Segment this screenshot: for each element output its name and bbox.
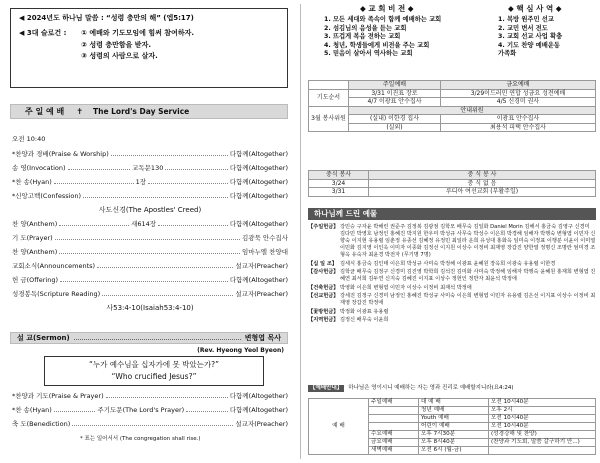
slogan-item: ③ 성령의 사람으로 살자. [81,52,158,61]
schedule-cell: 청년 예배 [419,407,489,415]
meal-cell: 3/31 [309,188,369,197]
schedule-cell: 오전 10시40분 [489,423,596,431]
schedule-cell: 수요예배 [369,431,419,439]
service-title-bar [10,104,288,119]
order-item: *신앙고백(Confession) 다함께(Altogether) [12,192,288,200]
duty-cell: 최용석 피택 안수집사 [440,123,595,132]
schedule-cell [489,447,596,455]
duty-head: 금요예배 [440,81,595,90]
notice-label: 【예배안내】 [310,385,343,391]
order-item: 찬 양(Anthem) 새614장 다함께(Altogether) [12,220,288,228]
duty-row-label: 기도순서 [309,89,349,106]
meal-cell: 3/24 [309,179,369,188]
vision-item: 4. 청년, 학생들에게 비전을 주는 교회 [324,41,430,49]
offering-header: 하나님께 드린 예물 [308,208,596,220]
meal-head: 중식 봉사 [309,171,369,180]
vision-item: 3. 뜨겁게 복음 전하는 교회 [324,33,401,40]
duty-cell: 4/7 이광표 안수집사 [349,98,441,107]
mission-list [498,16,562,59]
offering-row: 【선교헌금】 강세진 김정구 신경미 남정인 홍혜진 박성규 사미숙 이은희 변형엽 이민자 유용렬 김은선 이지표 이상수 이정비 최재영 장갑진 박정애 [308,293,596,307]
duty-cell: (실내) 이한경 집사 [349,115,441,124]
order-item: *찬 송(Hyan) 1장 다함께(Altogether) [12,178,288,186]
schedule-cell: 어린이 예배 [419,423,489,431]
theme-line: ◀ 2024년도 하나님 말씀 : “성령 충만의 해” (엡5:17) [19,14,194,22]
schedule-cell: 오후 7시30분 [419,431,489,439]
duty-cell: 3/31 이진표 장로 [349,89,441,98]
order-closing [12,392,288,434]
schedule-cell: 주일예배 [369,399,419,407]
vision-item: 2. 섬김님의 음성을 듣는 교회 [324,24,407,32]
sermon-preacher-en: (Rev. Hyeong Yeol Byeon) [197,347,284,354]
schedule-cell [369,423,419,431]
vision-item: 5. 믿음이 살아서 역사하는 교회 [324,50,413,57]
order-item: 헌 금(Offering) 다함께(Altogether) [12,276,288,284]
left-column [0,0,298,463]
right-column [304,0,598,463]
offering-row: 【건축헌금】 박영화 이은희 변형엽 이민자 이상수 이정비 최재석 박정애 [308,284,472,291]
vision-item: 1. 모든 세대와 족속이 함께 예배하는 교회 [324,16,442,23]
schedule-cell: 오전 10시40분 [489,415,596,423]
order-item: 기 도(Prayer) 김광묵 안수집사 [12,234,288,242]
column-divider [300,4,301,459]
sermon-label: 설 교(Sermon) [17,333,70,342]
order-item: *찬양과 경배(Praise & Worship) 다함께(Altogether) [12,150,288,158]
order-item: 교회소식(Announcements) 설교자(Preacher) [12,262,288,270]
meal-cell: 중 식 없 음 [369,179,596,188]
duty-cell: 3/29이드러민 연합 성금요 성전예배 [440,89,595,98]
creed-line: 사도신경(The Apostles' Creed) [98,206,202,214]
sermon-bar [10,332,288,344]
offering-row: 【꽃방헌금】 박정화 이광표 유용렬 [308,308,389,315]
meal-head: 중 식 봉 사 [369,171,596,180]
slogans [19,29,279,64]
standing-note: * 표는 일어서서 (The congregation shall rise.) [80,436,201,442]
theme-box [10,8,288,88]
schedule-cell [369,415,419,423]
schedule-cell: Youth 예배 [419,415,489,423]
service-title-en: The Lord's Day Service [92,106,190,116]
schedule-cell: (성경강해 및 찬양) [489,431,596,439]
offering-row: 【감사헌금】 김학균 배무숙 김정구 신경미 김진영 박학희 김석진 김미화 사미숙 박정해 임해자 박행숙 윤혜원 홍재희 변형엽 진혜연 최서희 김두연 신지숙 김혜진 이지표 이상수 정헌인 정반자 최윤석 박정애 [308,269,596,283]
slogan-item: ② 성령 충만함을 받자. [81,40,151,49]
order-item: *찬양과 기도(Praise & Prayer) 다함께(Altogether) [12,392,288,400]
order-item: 찬 양(Anthem) 임마누엘 찬양대 [12,248,288,256]
mission-item: 4. 기도 찬양 예배운동 [498,41,561,49]
offering-row: 【십 일 조】 김세식 홍금숙 김인태 이은희 박성규 사미숙 박정해 이광표 윤혜원 장옥희 이광숙 유용렬 이한경 [308,260,556,267]
notice-text: 하나님은 영이시니 예배하는 자는 영과 진리로 예배할지니라(요4:24) [348,385,514,391]
schedule-cell: 대 예 배 [419,399,489,407]
schedule-cell: 오후 2시 [489,407,596,415]
sermon-title-ko: “누가 예수님을 십자가에 못 박았는가?” [89,360,219,369]
order-item: 송 영(Invocation) 교독문130 다함께(Altogether) [12,164,288,172]
vision-header: ◆ 교 회 비 전 ◆ [360,4,414,13]
mission-item: 가족화 [498,50,517,57]
mission-header: ◆ 핵 심 사 역 ◆ [508,4,562,13]
duty-cell: 4/5 신경미 권사 [440,98,595,107]
meal-table [308,170,596,197]
scripture-line: 사53:4-10(Isaiah53:4-10) [106,304,194,312]
duty-table [308,80,596,132]
duty-subhead: 안내위원 [349,106,596,115]
offering-row: 【주일헌금】 강민승 구자윤 박해린 권준주 김정복 김광점 김학모 배무숙 김일화 Daniel Morin 김해서 홍금숙 김영구 신경미 김다민 박영호 남정인 홍혜진 박지원 한우미 박성규 사무숙 박성수 이은희 박경해 임해자 박행숙 변형엽 이민자 신향숙 이지현 유용렬 임춘정 유종선 김혜정 유정민 최일라 운희 유성대 홍화옥 임미숙 이정표 이행분 이윤이 이미열 이민화 김지영 이인옥 이미자 이종화 김정선 이지원 이상수 이정비 최재영 장갑진 양한열 정명신 조명란 엄미경 조형옥 유숙자 최윤경 박전자 (무기명 7명) [308,224,596,259]
cross-icon: ✝ [76,106,83,116]
worship-notice [308,385,596,392]
mission-item: 2. 교민 변서 전도 [498,24,548,32]
duty-head: 주일예배 [349,81,441,90]
mission-item: 1. 복방 원주민 선교 [498,16,554,23]
offering-row: 【지역헌금】 김정신 배무숙 이윤희 [308,317,389,324]
meal-cell: 루디아 여선교회 (부활주일) [369,188,596,197]
slogan-item: ① 예배와 기도모임에 힘써 참여하자. [81,28,195,37]
schedule-table [308,398,596,455]
duty-cell: (실외) [349,123,441,132]
duty-row-label: 3월 봉사위원 [309,106,349,132]
schedule-cell: 오전 6시 (월-금) [419,447,489,455]
offering-list [308,224,596,326]
order-item: 성경봉독(Scripture Reading) 설교자(Preacher) [12,290,288,298]
schedule-cell: 오전 10시40분 [489,399,596,407]
order-item: *찬 송(Hyan) 주기도문(The Lord's Prayer) 다함께(Altogether) [12,406,288,414]
service-title: 주 일 예 배 [25,106,65,116]
order-item: 축 도(Benediction) 설교자(Preacher) [12,420,288,428]
sermon-title-box [44,356,264,386]
vision-list [324,16,441,59]
sermon-preacher: 변형엽 목사 [244,333,281,342]
schedule-cell: (찬양과 기도회, 말씀 갈구하기 안...) [489,439,596,447]
schedule-cell: 금요예배 [369,439,419,447]
sermon-title-en: “Who crucified Jesus?” [111,372,197,382]
schedule-cell [369,407,419,415]
mission-item: 3. 교회 선교 사업 확충 [498,33,563,40]
schedule-label: 예 배 [309,399,369,455]
order-of-worship [12,150,288,318]
duty-cell: 이광표 안수집사 [440,115,595,124]
slogan-list [81,29,194,64]
service-time: 오전 10:40 [12,135,46,143]
schedule-cell: 새벽예배 [369,447,419,455]
schedule-cell: 오후 8시40분 [419,439,489,447]
slogan-label: ◀ 3대 슬로건 : [19,28,67,37]
